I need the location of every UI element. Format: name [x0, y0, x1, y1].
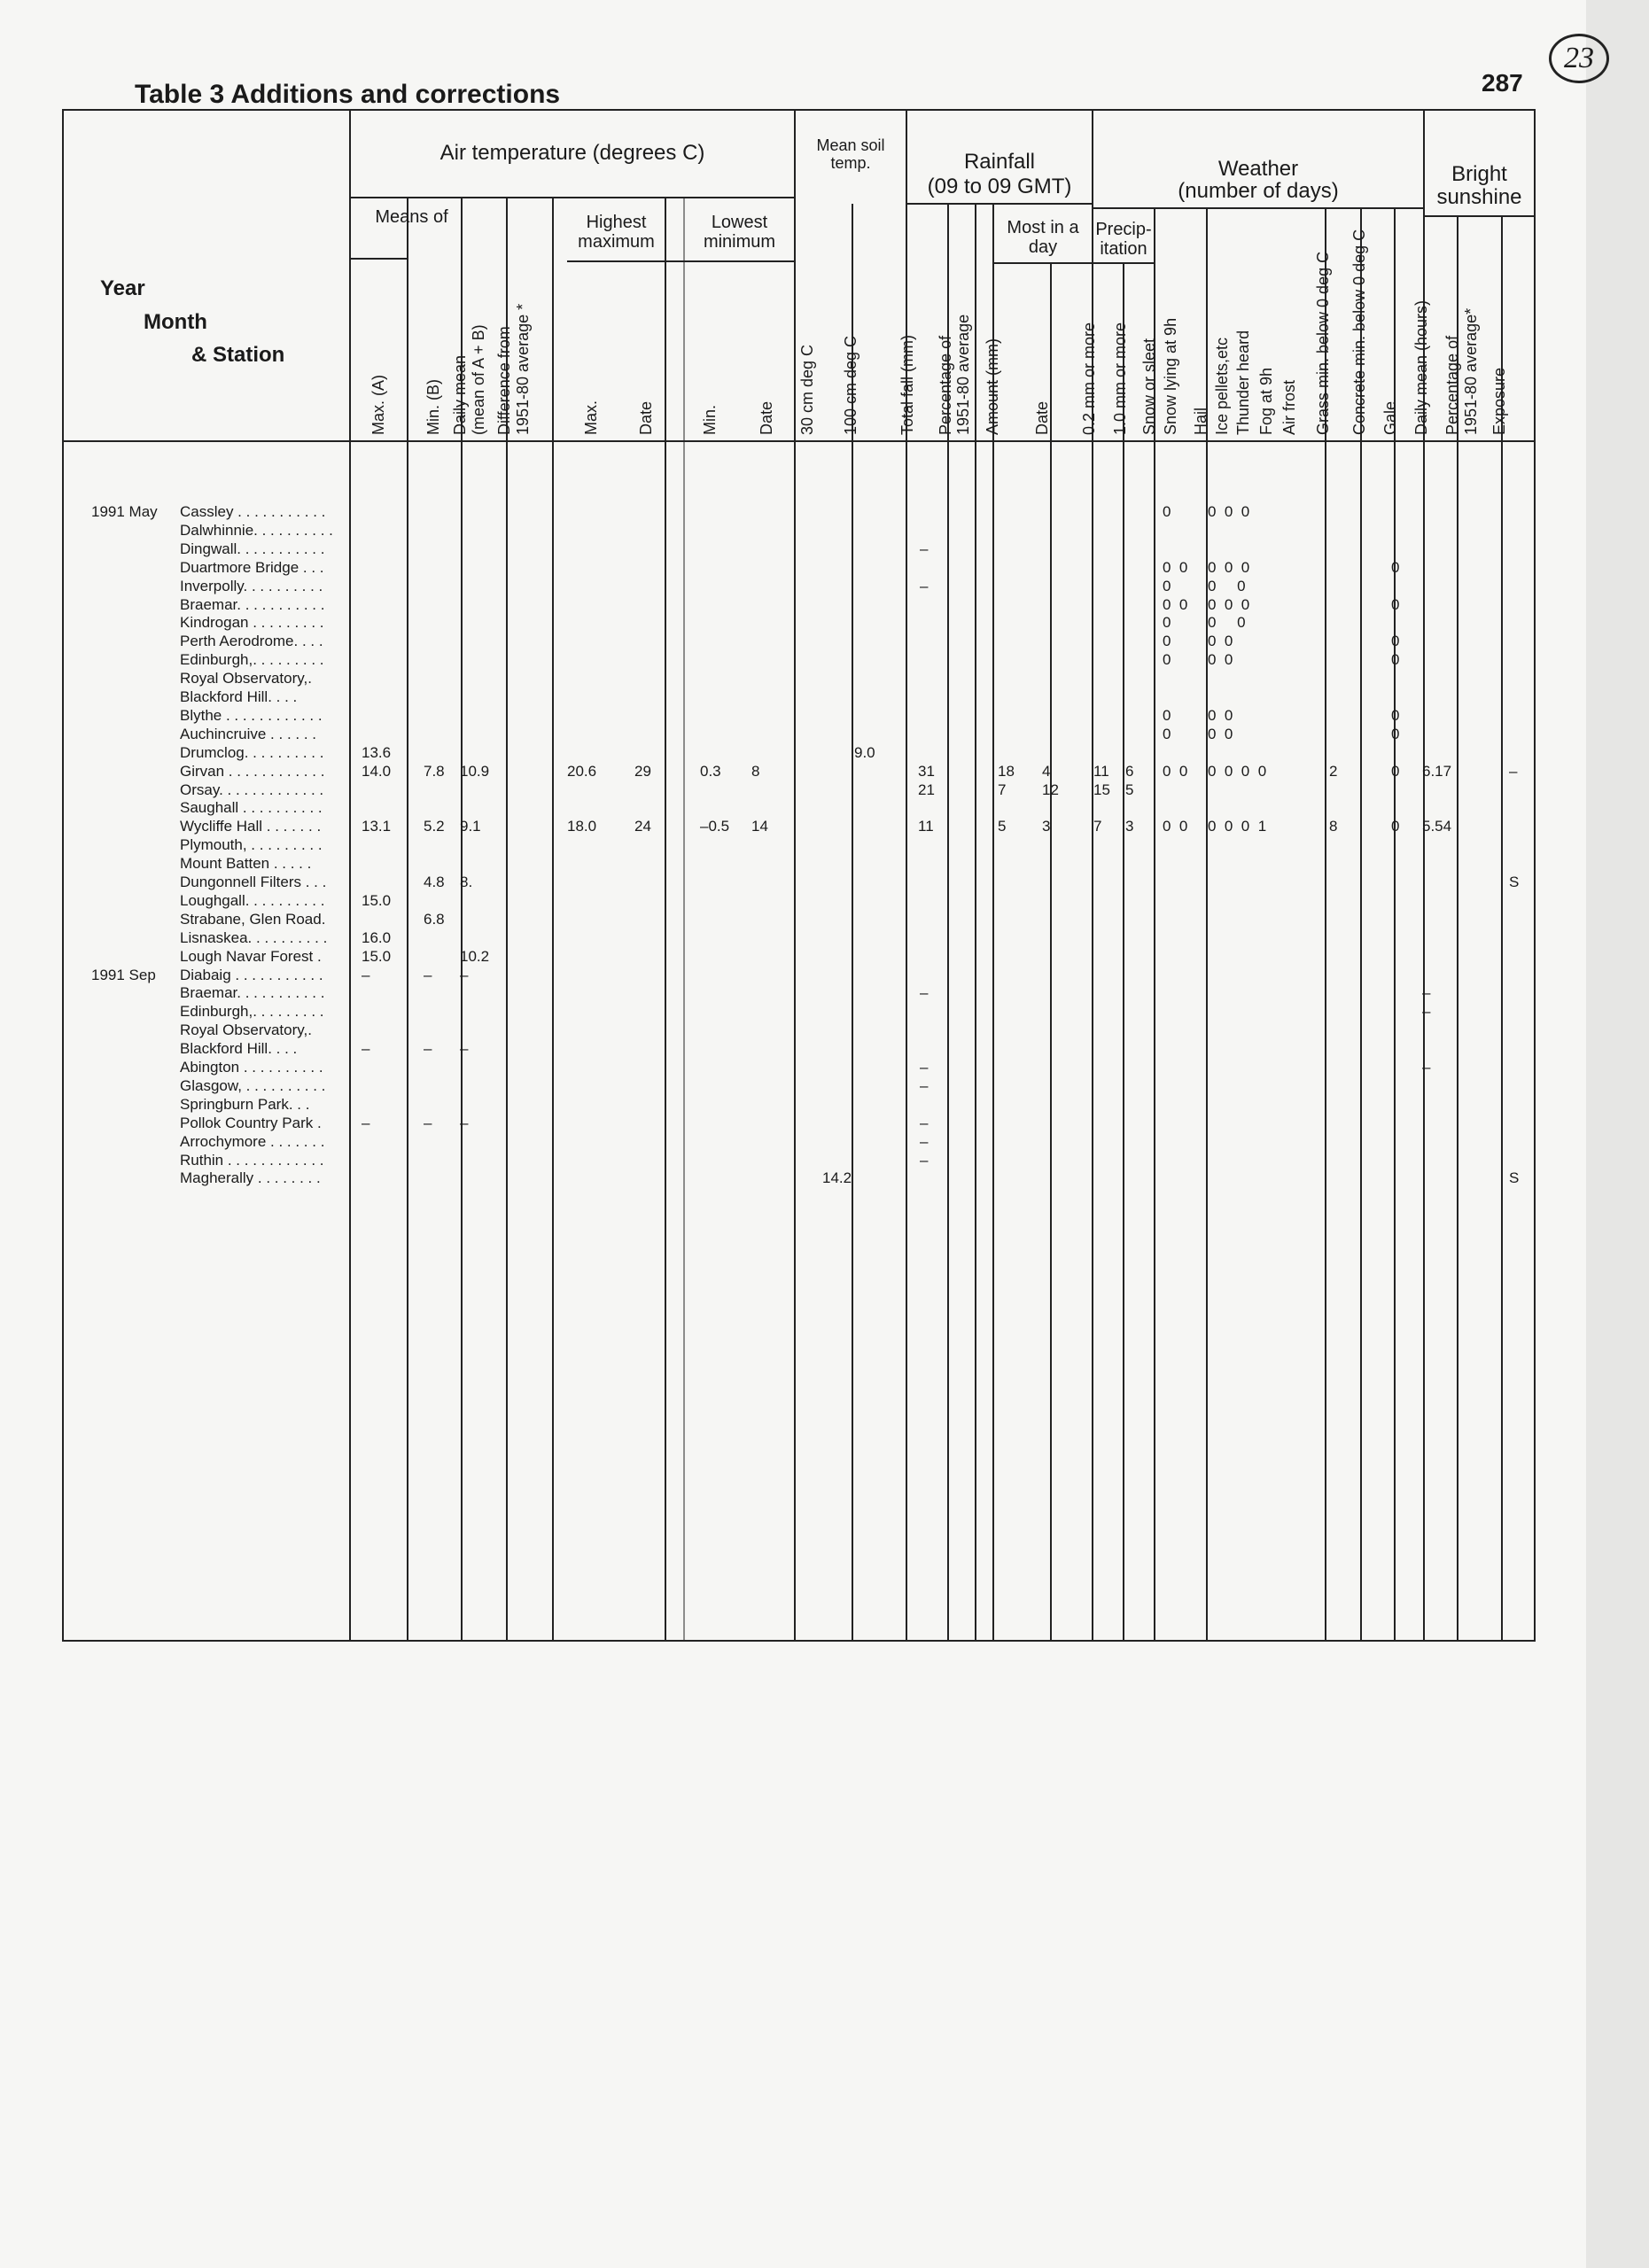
table-row — [0, 651, 1649, 670]
col-grass-min: Grass min. below 0 deg C — [1314, 251, 1332, 435]
cell-stn: Perth Aerodrome. . . . — [180, 633, 323, 650]
col-snow-lying: Snow lying at 9h — [1162, 317, 1179, 435]
table-row — [0, 1133, 1649, 1152]
cell-min: 6.8 — [424, 910, 445, 928]
col-highest-max: Max. — [582, 400, 600, 435]
table-row — [0, 911, 1649, 929]
col-fog: Fog at 9h — [1257, 367, 1275, 435]
cell-stn: Blackford Hill. . . . — [180, 688, 298, 705]
col-concrete-min: Concrete min. below 0 deg C — [1350, 229, 1368, 435]
cell-mean: – — [460, 966, 469, 983]
col-precip-10: 1.0 mm or more — [1111, 322, 1129, 435]
cell-stn: Strabane, Glen Road. — [180, 910, 326, 928]
col-daily-mean: Daily mean — [451, 354, 469, 435]
table-row — [0, 596, 1649, 615]
cell-hd: 29 — [634, 762, 651, 780]
col-snow-sleet: Snow or sleet — [1140, 338, 1158, 435]
table-row — [0, 707, 1649, 726]
cell-stn: Arrochymore . . . . . . . — [180, 1132, 325, 1150]
table-row — [0, 744, 1649, 763]
weather-subheader: (number of days) — [1178, 179, 1339, 203]
cell-stn: Auchincruive . . . . . . — [180, 725, 317, 742]
table-row — [0, 1169, 1649, 1188]
table-row — [0, 559, 1649, 578]
cell-snow: 0 0 — [1163, 818, 1188, 835]
cell-sun: – — [1422, 1003, 1431, 1021]
table-row — [0, 1115, 1649, 1133]
table-row — [0, 1040, 1649, 1059]
table-row — [0, 1059, 1649, 1077]
table-row — [0, 1096, 1649, 1115]
cell-stn: Dungonnell Filters . . . — [180, 874, 327, 890]
table-row — [0, 836, 1649, 855]
cell-yr: 1991 May — [91, 503, 158, 520]
rainfall-subheader: (09 to 09 GMT) — [927, 175, 1072, 198]
cell-max: – — [362, 1114, 370, 1131]
cell-max: 13.1 — [362, 818, 392, 835]
cell-rd: 4 — [1042, 762, 1051, 780]
table-row — [0, 948, 1649, 967]
table-row — [0, 967, 1649, 985]
cell-max: – — [362, 966, 370, 983]
cell-pct: – — [920, 577, 929, 594]
table-row — [0, 874, 1649, 892]
cell-snow: 0 — [1163, 651, 1171, 669]
cell-hail: 0 0 — [1208, 725, 1233, 742]
table-row — [0, 818, 1649, 836]
cell-stn: Dingwall. . . . . . . . . . . — [180, 540, 325, 557]
precipitation-header: Precip-itation — [1095, 220, 1152, 259]
cell-stn: Ruthin . . . . . . . . . . . . — [180, 1151, 324, 1169]
col-difference-sub: 1951-80 average * — [514, 303, 532, 435]
col-ice-pellets: Ice pellets,etc — [1213, 337, 1231, 435]
cell-max: 16.0 — [362, 928, 392, 946]
soil-temp-header: Mean soil temp. — [816, 136, 885, 172]
col-difference: Difference from — [495, 326, 513, 435]
cell-s100: 14.2 — [822, 1169, 852, 1187]
table-row — [0, 578, 1649, 596]
col-thunder: Thunder heard — [1234, 330, 1252, 435]
cell-pct: – — [920, 1059, 929, 1076]
cell-snow: 0 — [1163, 503, 1171, 520]
cell-lmin: –0.5 — [700, 818, 730, 835]
cell-p02: 15 — [1093, 781, 1110, 798]
lowest-min-header: Lowest minimum — [703, 213, 776, 252]
table-row — [0, 892, 1649, 911]
cell-hail: 0 0 — [1208, 633, 1233, 650]
cell-exp: S — [1509, 874, 1520, 890]
cell-snow: 0 — [1163, 725, 1171, 742]
cell-pct: – — [920, 1076, 929, 1094]
col-daily-mean-sub: (mean of A + B) — [470, 324, 487, 435]
rainfall-header: Rainfall — [963, 150, 1036, 174]
table-row — [0, 633, 1649, 651]
cell-stn: Pollok Country Park . — [180, 1114, 322, 1131]
table-row — [0, 726, 1649, 744]
cell-pct: – — [920, 984, 929, 1002]
weather-header: Weather — [1217, 157, 1299, 181]
cell-stn: Cassley . . . . . . . . . . . — [180, 503, 326, 520]
cell-mean: 10.9 — [460, 762, 490, 780]
cell-stn: Royal Observatory,. — [180, 670, 312, 687]
cell-stn: Lisnaskea. . . . . . . . . . — [180, 928, 328, 946]
cell-ld: 14 — [751, 818, 768, 835]
cell-hail: 0 0 — [1208, 614, 1246, 632]
cell-exp: – — [1509, 762, 1518, 780]
cell-p02: 11 — [1093, 762, 1109, 780]
cell-hail: 0 0 0 0 — [1208, 762, 1267, 780]
table-row — [0, 1077, 1649, 1096]
cell-stn: Girvan . . . . . . . . . . . . — [180, 762, 325, 780]
cell-lmin: 0.3 — [700, 762, 721, 780]
cell-snow: 0 0 — [1163, 595, 1188, 613]
cell-hmax: 18.0 — [567, 818, 597, 835]
most-in-day-header: Most in a day — [1007, 218, 1079, 257]
cell-stn: Braemar. . . . . . . . . . . — [180, 595, 325, 613]
table-row — [0, 799, 1649, 818]
cell-stn: Edinburgh,. . . . . . . . . — [180, 1003, 324, 1021]
cell-rd: 12 — [1042, 781, 1059, 798]
table-row — [0, 855, 1649, 874]
cell-gale: 0 — [1391, 762, 1400, 780]
cell-max: 13.6 — [362, 743, 392, 761]
cell-ld: 8 — [751, 762, 760, 780]
cell-stn: Edinburgh,. . . . . . . . . — [180, 651, 324, 669]
cell-stn: Magherally . . . . . . . . — [180, 1169, 321, 1187]
cell-mean: 9.1 — [460, 818, 481, 835]
cell-min: – — [424, 1114, 432, 1131]
cell-min: 4.8 — [424, 874, 445, 890]
cell-gale: 0 — [1391, 633, 1400, 650]
col-air-frost: Air frost — [1280, 379, 1298, 435]
cell-snow: 0 — [1163, 614, 1171, 632]
cell-stn: Royal Observatory,. — [180, 1021, 312, 1039]
cell-mean: – — [460, 1114, 469, 1131]
cell-p10: 5 — [1125, 781, 1134, 798]
table-title: Table 3 Additions and corrections — [135, 80, 561, 109]
col-rain-date: Date — [1033, 400, 1051, 435]
cell-hmax: 20.6 — [567, 762, 597, 780]
col-soil-100: 100 cm deg C — [842, 335, 860, 435]
table-row — [0, 1152, 1649, 1170]
cell-gale: 0 — [1391, 706, 1400, 724]
col-lowest-date: Date — [758, 400, 775, 435]
cell-gale: 0 — [1391, 595, 1400, 613]
stub-station: & Station — [191, 343, 285, 367]
cell-sun: – — [1422, 1059, 1431, 1076]
table-row — [0, 670, 1649, 688]
cell-snow: 0 0 — [1163, 558, 1188, 576]
cell-stn: Lough Navar Forest . — [180, 947, 322, 965]
cell-hail: 0 0 0 — [1208, 503, 1250, 520]
table-row — [0, 763, 1649, 781]
col-hail: Hail — [1192, 407, 1210, 435]
col-total-fall: Total fall (mm) — [898, 334, 916, 435]
cell-stn: Inverpolly. . . . . . . . . . — [180, 577, 323, 594]
table-row — [0, 614, 1649, 633]
cell-p10: 6 — [1125, 762, 1134, 780]
cell-min: – — [424, 1040, 432, 1058]
cell-max: 15.0 — [362, 947, 392, 965]
cell-stn: Abington . . . . . . . . . . — [180, 1059, 323, 1076]
col-soil-30: 30 cm deg C — [798, 344, 816, 435]
cell-gale: 0 — [1391, 651, 1400, 669]
cell-stn: Dalwhinnie. . . . . . . . . . — [180, 521, 333, 539]
stub-month: Month — [144, 310, 207, 334]
col-exposure: Exposure — [1490, 367, 1508, 435]
cell-hail: 0 0 0 1 — [1208, 818, 1267, 835]
cell-stn: Blythe . . . . . . . . . . . . — [180, 706, 323, 724]
cell-stn: Orsay. . . . . . . . . . . . . — [180, 781, 324, 798]
cell-sun: 6.17 — [1422, 762, 1452, 780]
cell-grass: 2 — [1329, 762, 1338, 780]
cell-mean: – — [460, 1040, 469, 1058]
col-precip-02: 0.2 mm or more — [1080, 322, 1098, 435]
col-sun-daily: Daily mean (hours) — [1412, 299, 1430, 435]
table-row — [0, 503, 1649, 522]
col-rain-pct: Percentage of — [937, 335, 954, 435]
cell-tot: 21 — [918, 781, 935, 798]
cell-max: – — [362, 1040, 370, 1058]
cell-stn: Wycliffe Hall . . . . . . . — [180, 818, 322, 835]
cell-stn: Saughall . . . . . . . . . . — [180, 799, 323, 817]
table-row — [0, 1021, 1649, 1040]
col-rain-pct-sub: 1951-80 average — [954, 314, 972, 435]
cell-mean: 8. — [460, 874, 473, 890]
cell-stn: Blackford Hill. . . . — [180, 1040, 298, 1058]
cell-rd: 3 — [1042, 818, 1051, 835]
means-of-header: Means of — [375, 207, 448, 227]
cell-hail: 0 0 0 — [1208, 558, 1250, 576]
cell-min: – — [424, 966, 432, 983]
cell-hail: 0 0 — [1208, 706, 1233, 724]
col-gale: Gale — [1381, 400, 1399, 435]
cell-stn: Duartmore Bridge . . . — [180, 558, 324, 576]
cell-grass: 8 — [1329, 818, 1338, 835]
cell-stn: Drumclog. . . . . . . . . . — [180, 743, 324, 761]
cell-snow: 0 — [1163, 706, 1171, 724]
cell-p02: 7 — [1093, 818, 1102, 835]
cell-pct: – — [920, 540, 929, 557]
col-lowest-min: Min. — [701, 404, 719, 435]
cell-gale: 0 — [1391, 818, 1400, 835]
col-amount: Amount (mm) — [984, 338, 1001, 435]
cell-exp: S — [1509, 1169, 1520, 1187]
cell-yr: 1991 Sep — [91, 966, 156, 983]
col-highest-date: Date — [637, 400, 655, 435]
cell-max: 14.0 — [362, 762, 392, 780]
cell-amt: 7 — [998, 781, 1007, 798]
table-row — [0, 984, 1649, 1003]
col-min-b: Min. (B) — [424, 379, 442, 435]
cell-min: 7.8 — [424, 762, 445, 780]
table-row — [0, 522, 1649, 540]
cell-mean: 10.2 — [460, 947, 490, 965]
col-sun-pct-sub: 1951-80 average* — [1462, 307, 1480, 435]
cell-sun: 5.54 — [1422, 818, 1452, 835]
cell-snow: 0 0 — [1163, 762, 1188, 780]
cell-stn: Diabaig . . . . . . . . . . . — [180, 966, 323, 983]
cell-sun: – — [1422, 984, 1431, 1002]
cell-pct: – — [920, 1132, 929, 1150]
cell-stn: Plymouth, . . . . . . . . . — [180, 836, 323, 854]
cell-gale: 0 — [1391, 725, 1400, 742]
cell-hail: 0 0 — [1208, 651, 1233, 669]
col-max-a: Max. (A) — [369, 374, 387, 435]
cell-min: 5.2 — [424, 818, 445, 835]
table-row — [0, 540, 1649, 559]
air-temp-header: Air temperature (degrees C) — [439, 141, 705, 165]
cell-stn: Braemar. . . . . . . . . . . — [180, 984, 325, 1002]
sunshine-header: Bright sunshine — [1436, 162, 1522, 210]
cell-max: 15.0 — [362, 891, 392, 909]
cell-stn: Mount Batten . . . . . — [180, 855, 312, 873]
cell-amt: 5 — [998, 818, 1007, 835]
cell-hail: 0 0 0 — [1208, 595, 1250, 613]
cell-stn: Loughgall. . . . . . . . . . — [180, 891, 325, 909]
cell-stn: Kindrogan . . . . . . . . . — [180, 614, 324, 632]
cell-snow: 0 — [1163, 577, 1171, 594]
cell-hd: 24 — [634, 818, 651, 835]
handwritten-page-mark: 23 — [1549, 34, 1609, 83]
highest-max-header: Highest maximum — [578, 213, 655, 252]
cell-p10: 3 — [1125, 818, 1134, 835]
cell-stn: Springburn Park. . . — [180, 1095, 310, 1113]
table-row — [0, 781, 1649, 800]
cell-hail: 0 0 — [1208, 577, 1246, 594]
stub-year: Year — [100, 276, 145, 300]
table-row — [0, 688, 1649, 707]
cell-pct: – — [920, 1151, 929, 1169]
cell-tot: 31 — [918, 762, 935, 780]
table-row — [0, 1003, 1649, 1021]
cell-tot: 11 — [918, 818, 934, 835]
col-sun-pct: Percentage of — [1443, 335, 1461, 435]
cell-snow: 0 — [1163, 633, 1171, 650]
cell-gale: 0 — [1391, 558, 1400, 576]
cell-stn: Glasgow, . . . . . . . . . . — [180, 1076, 326, 1094]
cell-pct: – — [920, 1114, 929, 1131]
cell-amt: 18 — [998, 762, 1015, 780]
page-number: 287 — [1482, 69, 1523, 97]
cell-s30: 9.0 — [854, 743, 875, 761]
table-row — [0, 929, 1649, 948]
